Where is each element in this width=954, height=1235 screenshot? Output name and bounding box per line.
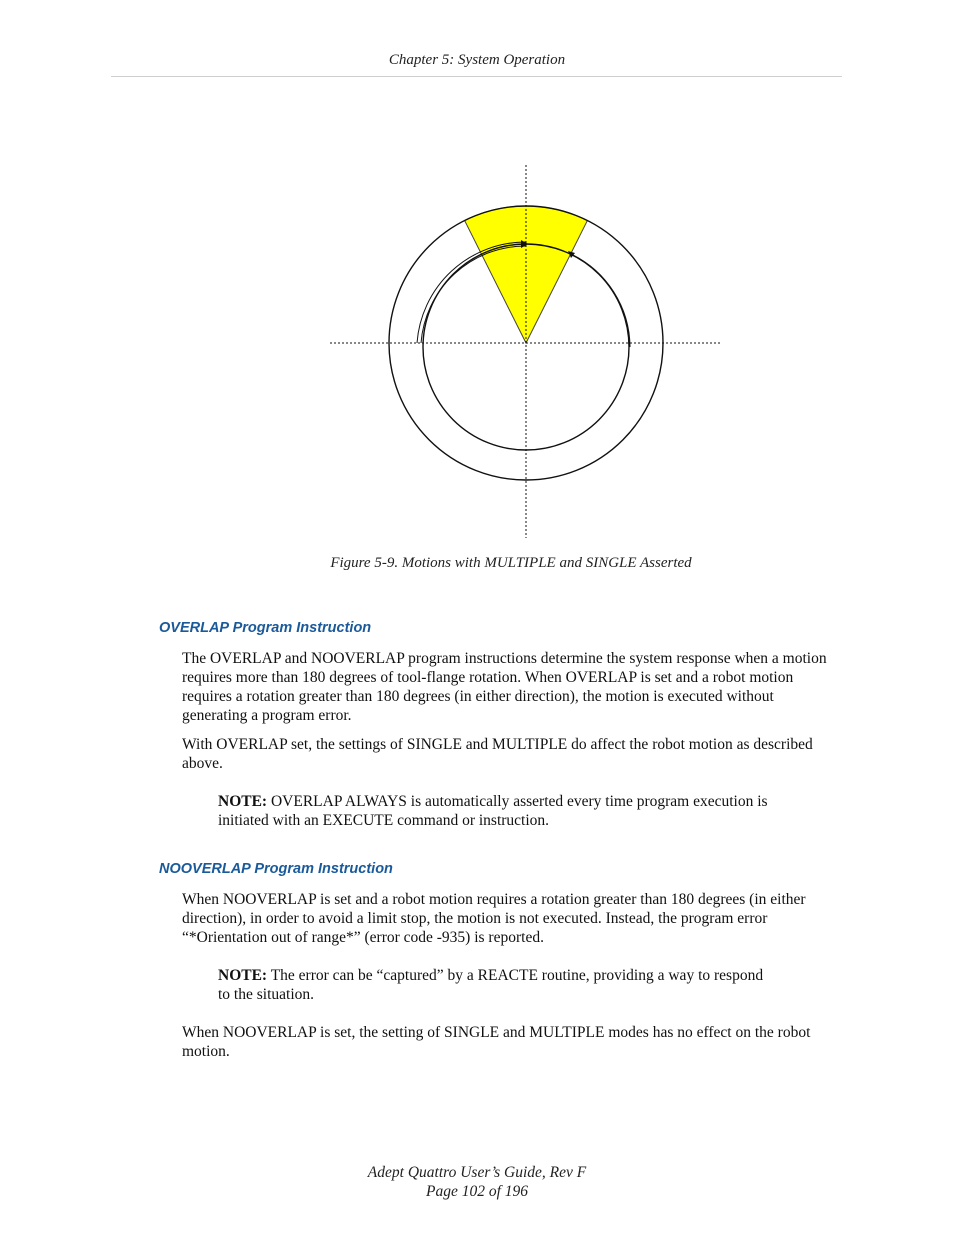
nooverlap-heading: NOOVERLAP Program Instruction (159, 861, 393, 877)
note-text: OVERLAP ALWAYS is automatically asserted every time program execution is initiated with an EXECUTE command or instruction. (218, 793, 768, 829)
note-text: The error can be “captured” by a REACTE routine, providing a way to respond to the situation. (218, 967, 764, 1003)
overlap-note (218, 792, 778, 830)
nooverlap-paragraph-2: When NOOVERLAP is set, the setting of SINGLE and MULTIPLE modes has no effect on the robot motion. (182, 1024, 811, 1060)
rotation-diagram-svg (325, 160, 725, 540)
footer-page-number: Page 102 of 196 (425, 1183, 529, 1200)
figure-caption: Figure 5-9. Motions with MULTIPLE and SINGLE Asserted (330, 555, 692, 571)
overlap-heading: OVERLAP Program Instruction (159, 620, 372, 636)
overlap-paragraph-1: The OVERLAP and NOOVERLAP program instructions determine the system response when a motion requires more than 180 degrees of tool-flange rotation. When OVERLAP is set and a robot motion requires a rotation greater than 180 degrees (in either direction), the motion is executed without generating a program error. (182, 650, 827, 724)
note-label: NOTE: (218, 793, 268, 810)
nooverlap-paragraph-1: When NOOVERLAP is set and a robot motion requires a rotation greater than 180 degrees (in either direction), in order to avoid a limit stop, the motion is not executed. Instead, the program error “*Orientation out of range*” (error code -935) is reported. (182, 891, 806, 946)
overlap-paragraph-2: With OVERLAP set, the settings of SINGLE and MULTIPLE do affect the robot motion as described above. (182, 736, 813, 772)
page-header: Chapter 5: System Operation (388, 52, 566, 68)
header-divider (111, 76, 842, 77)
note-label: NOTE: (218, 967, 268, 984)
rotation-diagram (325, 160, 725, 540)
footer-guide-title: Adept Quattro User’s Guide, Rev F (367, 1164, 587, 1181)
nooverlap-note (218, 966, 778, 1004)
page-footer (0, 1163, 954, 1201)
short-rotation-arc (571, 254, 630, 347)
